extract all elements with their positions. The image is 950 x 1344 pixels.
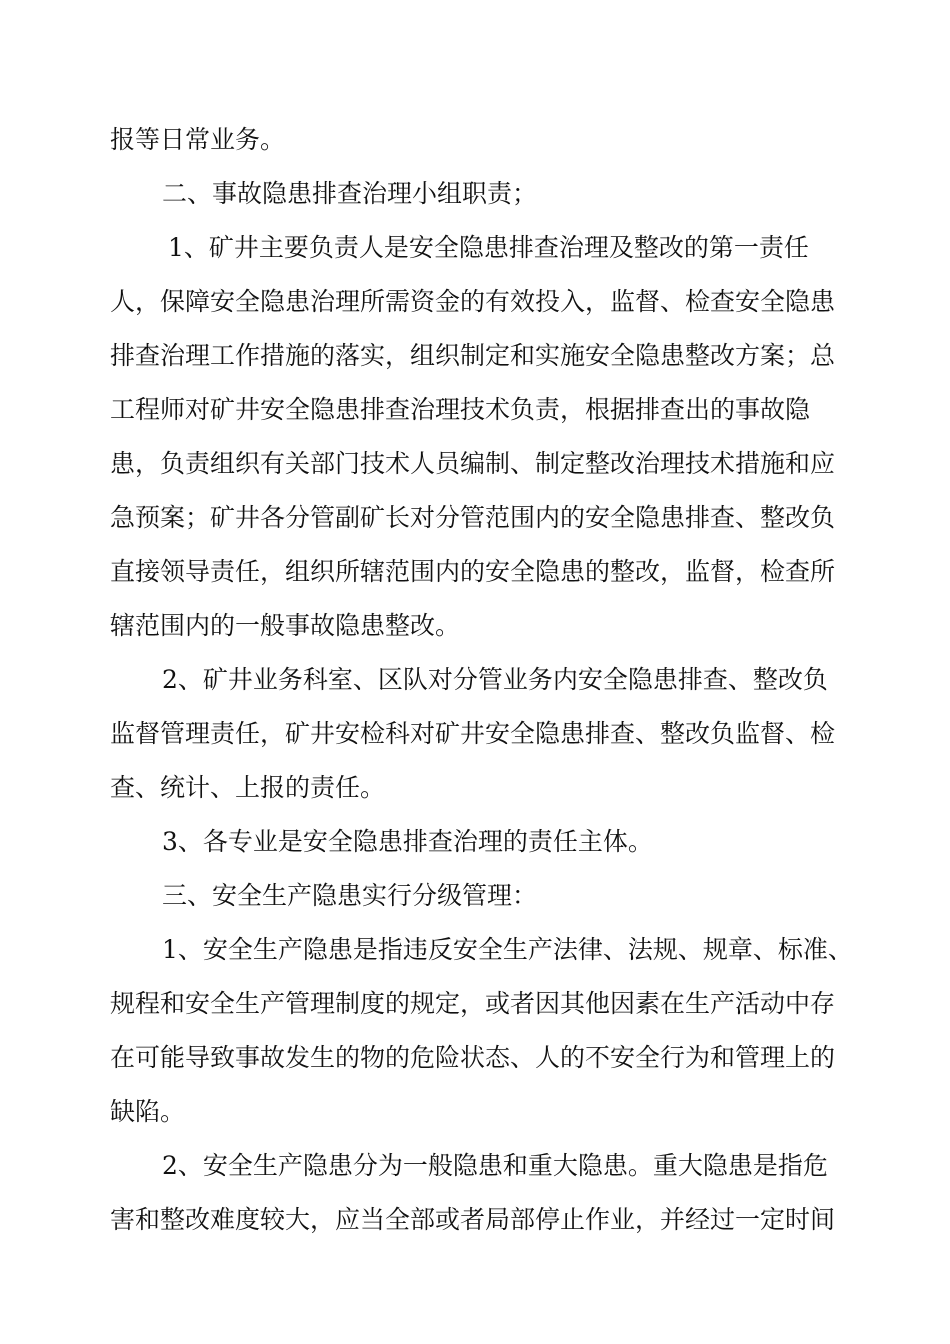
text-line: 1、安全生产隐患是指违反安全生产法律、法规、规章、标准、: [162, 935, 853, 964]
text-line: 报等日常业务。: [110, 125, 286, 154]
text-line: 2、矿井业务科室、区队对分管业务内安全隐患排查、整改负: [162, 665, 828, 694]
text-line: 人，保障安全隐患治理所需资金的有效投入，监督、检查安全隐患: [110, 287, 836, 316]
section-heading: 三、安全生产隐患实行分级管理：: [162, 881, 538, 910]
text-line: 1、矿井主要负责人是安全隐患排查治理及整改的第一责任: [168, 233, 809, 262]
document-body: [110, 113, 853, 1247]
text-line: 3、各专业是安全隐患排查治理的责任主体。: [162, 827, 653, 856]
text-line: 查、统计、上报的责任。: [110, 773, 386, 802]
text-line: 直接领导责任，组织所辖范围内的安全隐患的整改，监督，检查所: [110, 557, 836, 586]
text-line: 缺陷。: [110, 1097, 186, 1126]
text-line: 急预案；矿井各分管副矿长对分管范围内的安全隐患排查、整改负: [110, 503, 836, 532]
text-line: 监督管理责任，矿井安检科对矿井安全隐患排查、整改负监督、检: [110, 719, 836, 748]
text-line: 在可能导致事故发生的物的危险状态、人的不安全行为和管理上的: [110, 1043, 836, 1072]
text-line: 排查治理工作措施的落实，组织制定和实施安全隐患整改方案；总: [110, 341, 836, 370]
text-line: 患，负责组织有关部门技术人员编制、制定整改治理技术措施和应: [110, 449, 836, 478]
text-line: 工程师对矿井安全隐患排查治理技术负责，根据排查出的事故隐: [110, 395, 811, 424]
text-line: 规程和安全生产管理制度的规定，或者因其他因素在生产活动中存: [110, 989, 836, 1018]
text-line: 2、安全生产隐患分为一般隐患和重大隐患。重大隐患是指危: [162, 1151, 828, 1180]
section-heading: 二、事故隐患排查治理小组职责；: [162, 179, 538, 208]
text-line: 辖范围内的一般事故隐患整改。: [110, 611, 461, 640]
text-line: 害和整改难度较大，应当全部或者局部停止作业，并经过一定时间: [110, 1205, 836, 1234]
